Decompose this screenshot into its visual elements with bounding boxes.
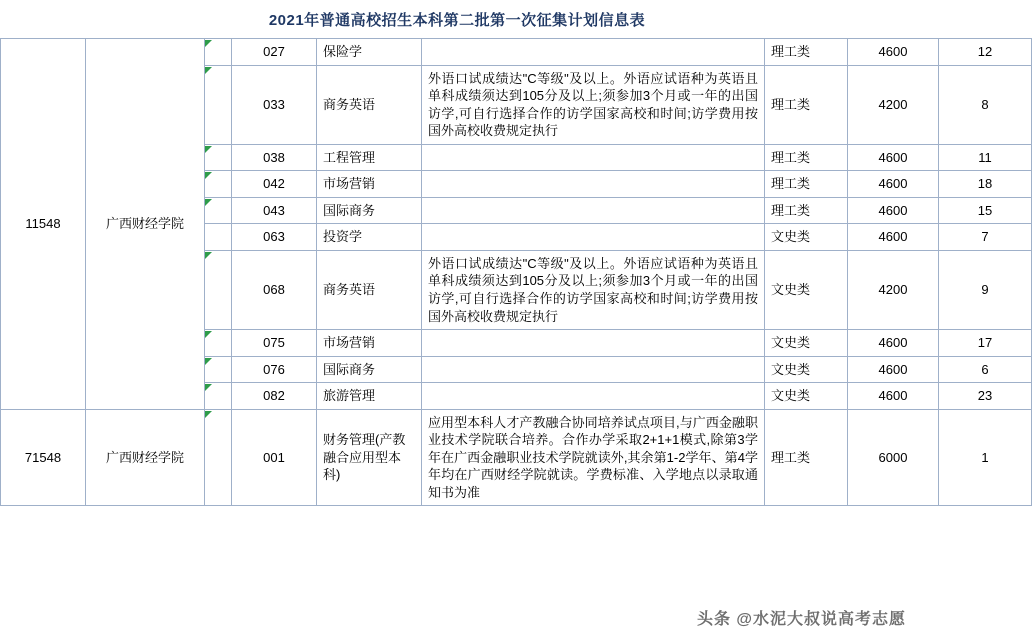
cell-plan-count: 7 [939,224,1032,251]
remark-text: 应用型本科人才产教融合协同培养试点项目,与广西金融职业技术学院联合培养。合作办学采取2+1+1模式,除第3学年在广西金融职业技术学院就读外,其余第1-2学年、第4学年均在广西财经学院就读。学费标准、入学地点以录取通知书为准 [428,414,758,500]
cell-major-name: 商务英语 [317,250,422,329]
cell-tuition-fee: 4600 [848,356,939,383]
triangle-marker-icon [205,358,212,365]
triangle-marker-icon [205,40,212,47]
cell-major-code: 076 [232,356,317,383]
cell-flag-marker [205,197,232,224]
cell-subject-type: 理工类 [765,197,848,224]
plan-table [0,38,1032,506]
cell-tuition-fee: 6000 [848,409,939,506]
cell-flag-marker [205,39,232,66]
table-row [1,39,1032,66]
cell-flag-marker [205,409,232,506]
cell-tuition-fee: 4600 [848,39,939,66]
triangle-marker-icon [205,252,212,259]
cell-flag-marker [205,144,232,171]
cell-major-code: 043 [232,197,317,224]
cell-major-name: 旅游管理 [317,383,422,410]
plan-table-body [1,39,1032,506]
cell-subject-type: 理工类 [765,39,848,66]
triangle-marker-icon [205,199,212,206]
page-title: 2021年普通高校招生本科第二批第一次征集计划信息表 [268,11,646,29]
cell-remark [422,65,765,144]
cell-subject-type: 文史类 [765,224,848,251]
cell-flag-marker [205,65,232,144]
cell-subject-type: 理工类 [765,144,848,171]
cell-subject-type: 文史类 [765,250,848,329]
cell-major-code: 075 [232,330,317,357]
cell-plan-count: 15 [939,197,1032,224]
cell-plan-count: 18 [939,171,1032,198]
cell-remark [422,171,765,198]
cell-major-code: 042 [232,171,317,198]
cell-remark [422,250,765,329]
cell-flag-marker [205,330,232,357]
triangle-marker-icon [205,384,212,391]
cell-major-code: 068 [232,250,317,329]
cell-remark [422,39,765,66]
cell-major-code: 082 [232,383,317,410]
cell-plan-count: 1 [939,409,1032,506]
cell-flag-marker [205,383,232,410]
cell-subject-type: 理工类 [765,65,848,144]
cell-major-name: 保险学 [317,39,422,66]
cell-major-code: 038 [232,144,317,171]
cell-flag-marker [205,356,232,383]
cell-major-name: 工程管理 [317,144,422,171]
cell-major-name: 国际商务 [317,356,422,383]
cell-institution-name: 广西财经学院 [86,39,205,410]
cell-remark [422,197,765,224]
cell-major-name: 市场营销 [317,330,422,357]
table-row [1,409,1032,506]
page-title-bar [0,0,914,38]
cell-plan-count: 23 [939,383,1032,410]
cell-institution-name: 广西财经学院 [86,409,205,506]
cell-plan-count: 9 [939,250,1032,329]
cell-remark [422,383,765,410]
triangle-marker-icon [205,67,212,74]
cell-tuition-fee: 4600 [848,330,939,357]
cell-major-name: 市场营销 [317,171,422,198]
triangle-marker-icon [205,146,212,153]
cell-subject-type: 文史类 [765,330,848,357]
cell-remark [422,356,765,383]
cell-flag-marker [205,171,232,198]
cell-tuition-fee: 4200 [848,65,939,144]
cell-subject-type: 文史类 [765,383,848,410]
cell-plan-count: 12 [939,39,1032,66]
cell-tuition-fee: 4600 [848,383,939,410]
cell-tuition-fee: 4200 [848,250,939,329]
cell-subject-type: 文史类 [765,356,848,383]
triangle-marker-icon [205,331,212,338]
cell-institution-code: 11548 [1,39,86,410]
remark-text: 外语口试成绩达"C等级"及以上。外语应试语种为英语且单科成绩须达到105分及以上;须参加3个月或一年的出国访学,可自行选择合作的访学国家高校和时间;访学费用按国外高校收费规定执行 [428,70,758,139]
cell-flag-marker [205,250,232,329]
cell-major-name: 商务英语 [317,65,422,144]
triangle-marker-icon [205,411,212,418]
cell-flag-marker [205,224,232,251]
cell-major-code: 001 [232,409,317,506]
cell-remark [422,330,765,357]
cell-plan-count: 8 [939,65,1032,144]
cell-major-code: 033 [232,65,317,144]
cell-remark [422,144,765,171]
cell-plan-count: 17 [939,330,1032,357]
cell-major-code: 063 [232,224,317,251]
cell-plan-count: 6 [939,356,1032,383]
cell-remark [422,224,765,251]
cell-tuition-fee: 4600 [848,197,939,224]
cell-remark [422,409,765,506]
cell-major-name: 财务管理(产教融合应用型本科) [317,409,422,506]
cell-plan-count: 11 [939,144,1032,171]
triangle-marker-icon [205,172,212,179]
cell-major-code: 027 [232,39,317,66]
cell-tuition-fee: 4600 [848,171,939,198]
remark-text: 外语口试成绩达"C等级"及以上。外语应试语种为英语且单科成绩须达到105分及以上;须参加3个月或一年的出国访学,可自行选择合作的访学国家高校和时间;访学费用按国外高校收费规定执行 [428,255,758,324]
cell-subject-type: 理工类 [765,171,848,198]
cell-major-name: 投资学 [317,224,422,251]
watermark-text: 头条 @水泥大叔说高考志愿 [696,611,906,628]
cell-institution-code: 71548 [1,409,86,506]
cell-major-name: 国际商务 [317,197,422,224]
cell-subject-type: 理工类 [765,409,848,506]
cell-tuition-fee: 4600 [848,144,939,171]
cell-tuition-fee: 4600 [848,224,939,251]
